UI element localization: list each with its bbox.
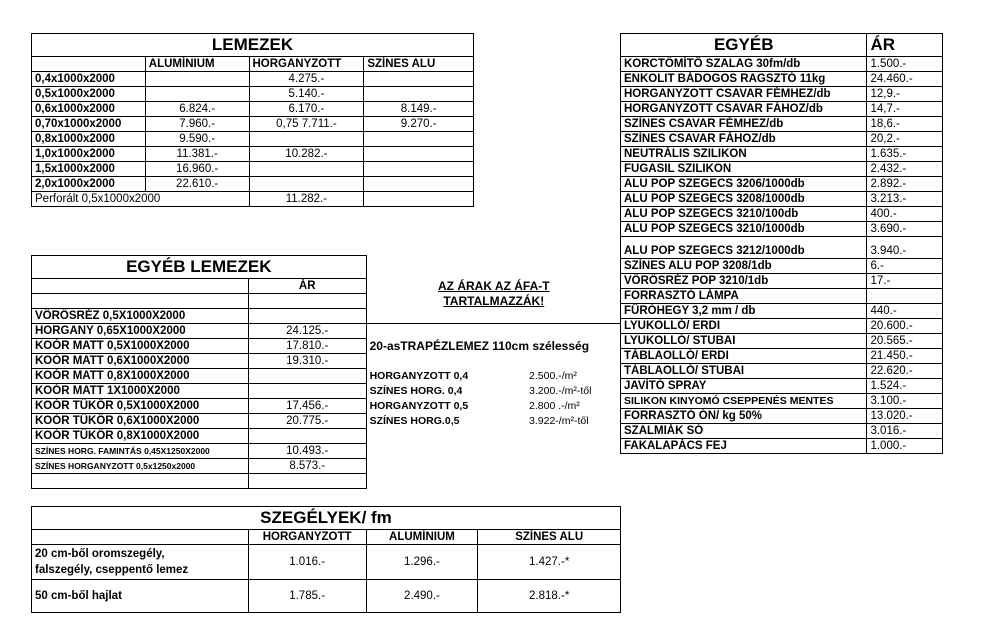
item-price xyxy=(248,309,366,324)
item-price: 8.573.- xyxy=(248,459,366,474)
item-name: VÖRÖSRÉZ POP 3210/1db xyxy=(621,274,867,289)
szegely-price-alu: 1.296.- xyxy=(366,545,478,580)
price-cell xyxy=(145,87,249,102)
size-cell: 0,70x1000x2000 xyxy=(32,117,146,132)
lemezek-header-blank xyxy=(32,57,146,72)
item-name: FAKALAPÁCS FEJ xyxy=(621,439,867,454)
item-name: HORGANY 0,65X1000X2000 xyxy=(32,324,249,339)
table-row xyxy=(621,87,943,102)
item-price: 3.100.- xyxy=(867,394,943,409)
item-name: KOÓR TÜKÖR 0,8X1000X2000 xyxy=(32,429,249,444)
item-price: 10.493.- xyxy=(248,444,366,459)
item-name: ALU POP SZEGECS 3208/1000db xyxy=(621,192,867,207)
trapez-name: HORGANYZOTT 0,5 xyxy=(366,399,526,414)
table-row xyxy=(32,399,622,414)
item-name: ALU POP SZEGECS 3212/1000db xyxy=(621,237,867,259)
szegely-name-line1: 20 cm-ből oromszegély, xyxy=(35,548,165,560)
item-price: 18,6.- xyxy=(867,117,943,132)
trapez-price: 2.500.-/m² xyxy=(529,370,577,382)
table-row xyxy=(32,545,621,580)
item-price: 2.892.- xyxy=(867,177,943,192)
szegelyek-table xyxy=(31,506,621,613)
table-row xyxy=(32,339,622,354)
price-cell xyxy=(364,87,474,102)
item-name: NEUTRÁLIS SZILIKON xyxy=(621,147,867,162)
table-row xyxy=(621,349,943,364)
item-name: TÁBLAOLLÓ/ ERDI xyxy=(621,349,867,364)
item-price: 440.- xyxy=(867,304,943,319)
table-row xyxy=(621,409,943,424)
price-cell xyxy=(364,147,474,162)
egyeb-table xyxy=(620,33,943,454)
table-row xyxy=(621,394,943,409)
table-row xyxy=(621,72,943,87)
size-cell: 1,0x1000x2000 xyxy=(32,147,146,162)
trapez-price: 3.922-/m²-től xyxy=(529,415,589,427)
price-cell: 11.381.- xyxy=(145,147,249,162)
price-cell: 0,75 7.711.- xyxy=(249,117,364,132)
item-name: ALU POP SZEGECS 3206/1000db xyxy=(621,177,867,192)
item-name: KOÓR TÜKÖR 0,5X1000X2000 xyxy=(32,399,249,414)
table-row xyxy=(32,384,622,399)
price-cell: 10.282.- xyxy=(249,147,364,162)
item-name: SZÍNES ALU POP 3208/1db xyxy=(621,259,867,274)
item-name: KOÓR MATT 1X1000X2000 xyxy=(32,384,249,399)
size-cell: 0,8x1000x2000 xyxy=(32,132,146,147)
table-row xyxy=(621,177,943,192)
item-name: KOÓR MATT 0,8X1000X2000 xyxy=(32,369,249,384)
szegely-price-horg: 1.785.- xyxy=(248,580,366,613)
table-row xyxy=(32,162,474,177)
size-cell: 1,5x1000x2000 xyxy=(32,162,146,177)
item-price: 400.- xyxy=(867,207,943,222)
item-name: TÁBLAOLLÓ/ STUBAI xyxy=(621,364,867,379)
size-cell: 0,6x1000x2000 xyxy=(32,102,146,117)
szegelyek-title: SZEGÉLYEK/ fm xyxy=(32,507,621,530)
table-row xyxy=(621,304,943,319)
item-price: 12,9.- xyxy=(867,87,943,102)
lemezek-header-horg: HORGANYZOTT xyxy=(249,57,364,72)
table-row xyxy=(621,364,943,379)
table-row xyxy=(621,259,943,274)
item-price: 14,7.- xyxy=(867,102,943,117)
table-row xyxy=(621,274,943,289)
price-cell: 16.960.- xyxy=(145,162,249,177)
blank-cell xyxy=(32,279,249,294)
table-row xyxy=(32,580,621,613)
egyeb-title: EGYÉB xyxy=(621,34,867,57)
egyeb-price-header: ÁR xyxy=(867,34,943,57)
item-price: 20.775.- xyxy=(248,414,366,429)
item-price: 1.635.- xyxy=(867,147,943,162)
item-price: 3.690.- xyxy=(867,222,943,237)
item-price: 22.620.- xyxy=(867,364,943,379)
price-cell: 6.170.- xyxy=(249,102,364,117)
item-price: 21.450.- xyxy=(867,349,943,364)
item-price xyxy=(248,369,366,384)
trapez-name: SZÍNES HORG.0,5 xyxy=(366,414,526,429)
table-row xyxy=(32,309,622,324)
item-name: ENKOLIT BÁDOGOS RAGSZTÓ 11kg xyxy=(621,72,867,87)
item-name: KOÓR MATT 0,5X1000X2000 xyxy=(32,339,249,354)
szegely-price-szines: 1.427.-* xyxy=(478,545,621,580)
size-cell: Perforált 0,5x1000x2000 xyxy=(32,192,250,207)
item-price: 3.016.- xyxy=(867,424,943,439)
price-cell xyxy=(364,192,474,207)
item-name: KOÓR TÜKÖR 0,6X1000X2000 xyxy=(32,414,249,429)
price-cell xyxy=(364,132,474,147)
item-name: SZÍNES CSAVAR FÉMHEZ/db xyxy=(621,117,867,132)
item-name: ALU POP SZEGECS 3210/100db xyxy=(621,207,867,222)
item-price: 24.125.- xyxy=(248,324,366,339)
table-row xyxy=(621,334,943,349)
item-name: LYUKOLLÓ/ STUBAI xyxy=(621,334,867,349)
lemezek-title: LEMEZEK xyxy=(32,34,474,57)
szegelyek-header-horg: HORGANYZOTT xyxy=(248,530,366,545)
vat-note-line1: AZ ÁRAK AZ ÁFA-T xyxy=(366,279,621,294)
vat-note-line2: TARTALMAZZÁK! xyxy=(366,294,621,309)
price-cell: 6.824.- xyxy=(145,102,249,117)
item-name: JAVÍTÓ SPRAY xyxy=(621,379,867,394)
item-price: 17.456.- xyxy=(248,399,366,414)
item-name: HORGANYZOTT CSAVAR FÉMHEZ/db xyxy=(621,87,867,102)
table-row xyxy=(32,324,622,339)
item-name: FORRASZTÓ LÁMPA xyxy=(621,289,867,304)
blank-cell xyxy=(32,474,249,489)
table-row xyxy=(621,207,943,222)
item-price: 3.940.- xyxy=(867,237,943,259)
table-row xyxy=(32,354,622,369)
item-name: KOÓR MATT 0,6X1000X2000 xyxy=(32,354,249,369)
table-row xyxy=(32,147,474,162)
item-name: SZÍNES HORG. FAMINTÁS 0,45X1250X2000 xyxy=(32,444,249,459)
szegelyek-header-alu: ALUMÍNIUM xyxy=(366,530,478,545)
item-price: 17.- xyxy=(867,274,943,289)
price-cell xyxy=(249,162,364,177)
price-cell: 22.610.- xyxy=(145,177,249,192)
item-price: 13.020.- xyxy=(867,409,943,424)
price-cell: 8.149.- xyxy=(364,102,474,117)
item-name: SZÍNES CSAVAR FÁHOZ/db xyxy=(621,132,867,147)
item-price: 2.432.- xyxy=(867,162,943,177)
size-cell: 0,4x1000x2000 xyxy=(32,72,146,87)
size-cell: 2,0x1000x2000 xyxy=(32,177,146,192)
item-price: 17.810.- xyxy=(248,339,366,354)
item-price: 24.460.- xyxy=(867,72,943,87)
item-name: KORCTÖMÍTŐ SZALAG 30fm/db xyxy=(621,57,867,72)
item-price: 3.213.- xyxy=(867,192,943,207)
price-cell: 4.275.- xyxy=(249,72,364,87)
item-price: 1.000.- xyxy=(867,439,943,454)
table-row xyxy=(32,102,474,117)
item-name: SZÍNES HORGANYZOTT 0,5x1250x2000 xyxy=(32,459,249,474)
price-cell xyxy=(145,72,249,87)
price-cell xyxy=(249,132,364,147)
table-row xyxy=(32,87,474,102)
trapez-price: 2.800 .-/m² xyxy=(529,400,580,412)
table-row xyxy=(621,319,943,334)
item-price xyxy=(867,289,943,304)
item-price: 20.600.- xyxy=(867,319,943,334)
price-cell: 5.140.- xyxy=(249,87,364,102)
table-row xyxy=(32,117,474,132)
item-name: SZALMIÁK SÓ xyxy=(621,424,867,439)
trapez-name: SZÍNES HORG. 0,4 xyxy=(366,384,526,399)
size-cell: 0,5x1000x2000 xyxy=(32,87,146,102)
table-row xyxy=(32,459,622,474)
table-row xyxy=(621,132,943,147)
item-name: VÖRÖSRÉZ 0,5X1000X2000 xyxy=(32,309,249,324)
table-row xyxy=(621,102,943,117)
blank-cell xyxy=(248,294,366,309)
szegely-price-alu: 2.490.- xyxy=(366,580,478,613)
table-row xyxy=(621,289,943,304)
table-row xyxy=(32,429,622,444)
price-cell: 9.590.- xyxy=(145,132,249,147)
item-price: 19.310.- xyxy=(248,354,366,369)
table-row xyxy=(621,439,943,454)
item-name: SILIKON KINYOMÓ CSEPPENÉS MENTES xyxy=(621,394,867,409)
table-row xyxy=(32,132,474,147)
price-cell xyxy=(364,162,474,177)
blank-cell xyxy=(32,530,249,545)
item-price xyxy=(248,384,366,399)
table-row xyxy=(32,192,474,207)
table-row xyxy=(621,147,943,162)
table-row xyxy=(32,72,474,87)
trapez-title: 20-asTRAPÉZLEMEZ 110cm szélesség xyxy=(366,339,621,354)
table-row xyxy=(621,117,943,132)
blank-cell xyxy=(248,474,366,489)
table-row xyxy=(621,379,943,394)
item-name: HORGANYZOTT CSAVAR FÁHOZ/db xyxy=(621,102,867,117)
table-row xyxy=(621,237,943,259)
price-cell xyxy=(249,177,364,192)
trapez-price: 3.200.-/m²-től xyxy=(529,385,592,397)
table-row xyxy=(32,369,622,384)
price-cell: 7.960.- xyxy=(145,117,249,132)
table-row xyxy=(621,57,943,72)
table-row xyxy=(32,177,474,192)
price-cell: 11.282.- xyxy=(249,192,364,207)
table-row xyxy=(32,444,622,459)
item-price xyxy=(248,429,366,444)
item-price: 20,2.- xyxy=(867,132,943,147)
table-row xyxy=(32,414,622,429)
table-row xyxy=(621,222,943,237)
egyeb-lemezek-title: EGYÉB LEMEZEK xyxy=(32,256,367,279)
lemezek-header-szines: SZÍNES ALU xyxy=(364,57,474,72)
item-name: FUGASIL SZILIKON xyxy=(621,162,867,177)
price-cell xyxy=(364,72,474,87)
blank-cell xyxy=(32,294,249,309)
szegely-name-line2: falszegély, cseppentő lemez xyxy=(35,564,189,576)
egyeb-lemezek-price-header: ÁR xyxy=(248,279,366,294)
szegely-name: 50 cm-ből hajlat xyxy=(32,580,249,613)
table-row xyxy=(621,424,943,439)
lemezek-table xyxy=(31,33,474,207)
table-row xyxy=(621,192,943,207)
szegely-name xyxy=(32,545,249,580)
item-price: 6.- xyxy=(867,259,943,274)
szegelyek-header-szines: SZÍNES ALU xyxy=(478,530,621,545)
table-row xyxy=(621,162,943,177)
item-name: ALU POP SZEGECS 3210/1000db xyxy=(621,222,867,237)
lemezek-header-alu: ALUMÍNIUM xyxy=(145,57,249,72)
szegely-price-szines: 2.818.-* xyxy=(478,580,621,613)
price-cell xyxy=(364,177,474,192)
price-cell: 9.270.- xyxy=(364,117,474,132)
item-price: 1.500.- xyxy=(867,57,943,72)
item-price: 1.524.- xyxy=(867,379,943,394)
item-name: FORRASZTÓ ÓN/ kg 50% xyxy=(621,409,867,424)
item-name: LYUKOLLÓ/ ERDI xyxy=(621,319,867,334)
egyeb-lemezek-table xyxy=(31,255,621,489)
szegely-price-horg: 1.016.- xyxy=(248,545,366,580)
item-price: 20.565.- xyxy=(867,334,943,349)
trapez-name: HORGANYZOTT 0,4 xyxy=(366,369,526,384)
item-name: FŰRÓHEGY 3,2 mm / db xyxy=(621,304,867,319)
